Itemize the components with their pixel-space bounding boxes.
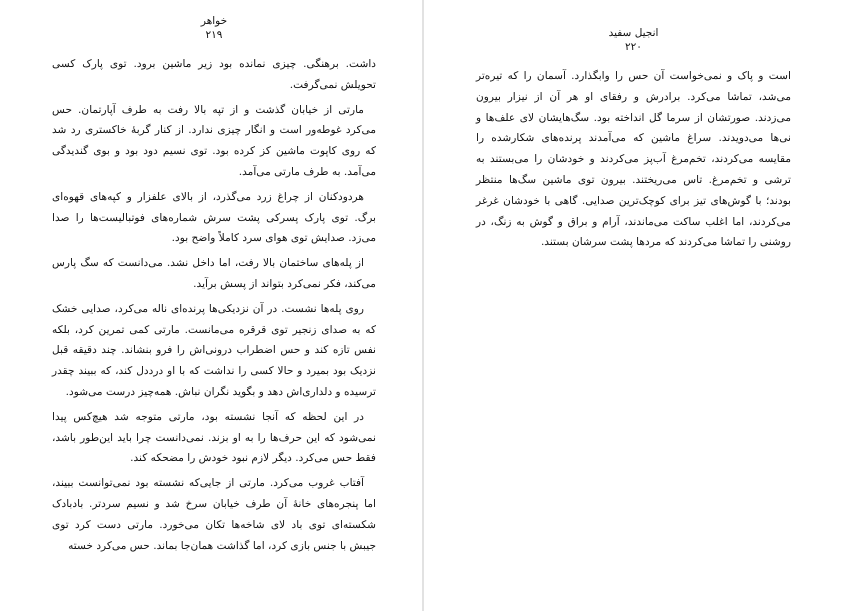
paragraph: داشت. برهنگی. چیزی نمانده بود زیر ماشین برود. توی پارک کسی تحویلش نمی‌گرفت. xyxy=(52,58,376,91)
paragraph: مارتی از خیابان گذشت و از تپه بالا رفت به طرف آپارتمان. حس می‌کرد غوطه‌ور است و انگار چیزی ندارد. از کنار گربهٔ خاکستری رد شد که روی کاپوت ماشین کز کرده بود. توی نسیم دود بود و بوی گندیدگی می‌آمد. به طرف مارتی می‌آمد. xyxy=(52,103,376,178)
paragraph: روی پله‌ها نشست. در آن نزدیکی‌ها پرنده‌ای ناله می‌کرد، صدایی خشک که به صدای زنجیر توی قرقره می‌مانست. مارتی کمی تمرین کرد، بلکه نفس تازه کند و حس اضطراب درونی‌اش را فرو بنشاند. چند دقیقه قبل نزدیک بود بمیرد و حالا کسی را نداشت که با او درددل کند، که ببیند چقدر ترسیده و دلداری‌اش دهد و بگوید نگران نباش. همه‌چیز درست می‌شود. xyxy=(52,302,376,398)
page-number-right: ۲۲۰ xyxy=(625,41,642,53)
paragraph: از پله‌های ساختمان بالا رفت، اما داخل نشد. می‌دانست که سگ پارس می‌کند، فکر نمی‌کرد بتواند از پسش برآید. xyxy=(52,257,376,290)
page-number-left: ۲۱۹ xyxy=(205,29,223,41)
paragraph: است و پاک و نمی‌خواست آن حس را وابگذارد. آسمان را که تیره‌تر می‌شد، تماشا می‌کرد. برادرش و رفقای او هر آن از نیزار بیرون می‌زدند. صورتشان از سرما گل انداخته بود. سگ‌هایشان لای علف‌ها و نی‌ها می‌دویدند. سراغ ماشین که می‌آمدند پرنده‌های شکارشده را مقایسه می‌کردند، تخم‌مرغ آب‌پز می‌کردند و خودشان را می‌بستند به ترشی و تخم‌مرغ. تاس می‌ریختند. بیرون توی ماشین سگ‌ها منتظر بودند؛ با گوش‌های تیز برای کوچک‌ترین صدایی. گاهی با خودشان غرغر می‌کردند، اما اغلب ساکت می‌ماندند، آرام و براق و گوش به زنگ، در روشنی را تماشا می‌کردند که مردها پشت سرشان بستند. xyxy=(476,70,791,249)
page-header-right: انجیل سفید xyxy=(608,27,659,39)
paragraph: هردودکنان از چراغ زرد می‌گذرد، از بالای علفزار و کپه‌های قهوه‌ای برگ. توی پارک پسرکی پشت سرش شماره‌های فوتبالیست‌ها را صدا می‌زد. صدایش توی هوای سرد کاملاً واضح بود. xyxy=(52,190,376,245)
left-page xyxy=(0,0,422,611)
paragraph: آفتاب غروب می‌کرد. مارتی از جایی‌که نشسته بود نمی‌توانست ببیند، اما پنجره‌های خانهٔ آن طرف خیابان سرخ شد و نسیم سردتر. بادبادک شکسته‌ای توی باد لای شاخه‌ها تکان می‌خورد. مارتی دست کرد توی جیبش با جنس بازی کرد، اما گذاشت همان‌جا بماند. حس می‌کرد خسته xyxy=(52,477,376,552)
right-page-body xyxy=(476,66,791,253)
paragraph: در این لحظه که آنجا نشسته بود، مارتی متوجه شد هیچ‌کس پیدا نمی‌شود که این حرف‌ها را به او بزند. نمی‌دانست چرا باید این‌طور باشد، فقط حس می‌کرد. دیگر لازم نبود خودش را مضحکه کند. xyxy=(52,410,376,465)
left-page-body xyxy=(52,54,376,556)
right-page xyxy=(424,0,846,611)
page-header-left: خواهر xyxy=(200,15,228,27)
